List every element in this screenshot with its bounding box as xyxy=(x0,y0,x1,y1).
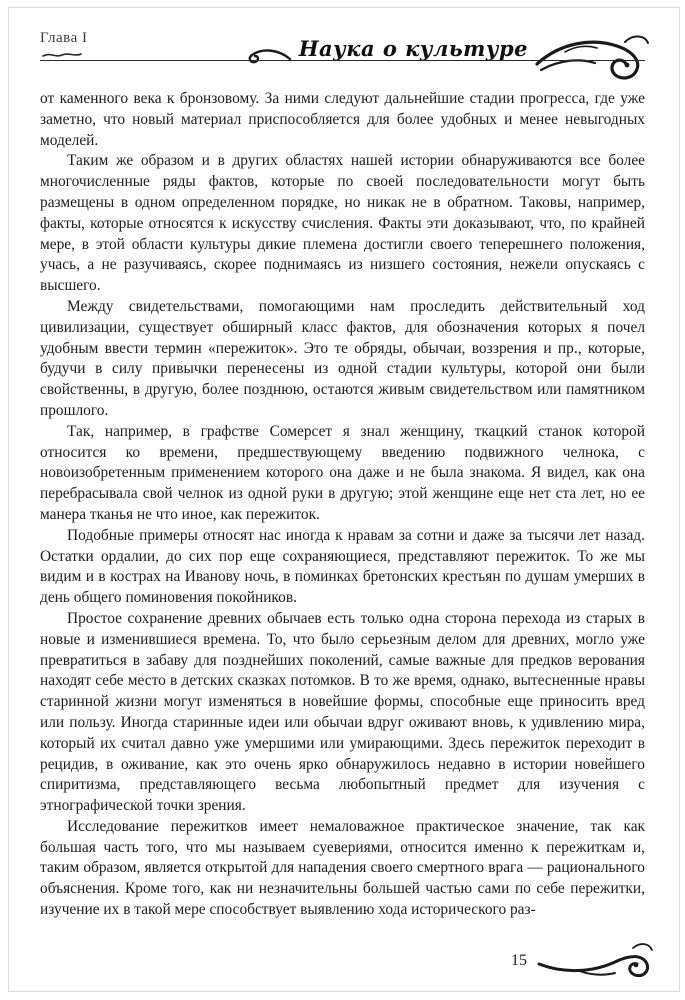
paragraph: Между свидетельствами, помогающими нам проследить действительный ход цивилизации, существует обширный класс фактов, для обозначения которых я почел удобным ввести термин «пережиток». Это те обряды, обычаи, воззрения и пр., которые, будучи в силу привычки перенесены из одной стадии культуры, которой они были свойственны, в другую, более позднюю, остаются живым свидетельством или памятником прошлого. xyxy=(40,297,645,419)
running-title: Наука о культуре xyxy=(298,35,528,61)
page-header xyxy=(40,24,653,76)
paragraph: Простое сохранение древних обычаев есть только одна сторона перехода из старых в новые и изменившиеся времена. То, что было серьезным делом для древних, могло уже превратиться в забаву для позднейших поколений, самые важные для предков верования находят себе место в детских сказках потомков. В то же время, однако, вытесненные нравы старинной жизни могут изменяться в новейшие формы, способные еще приносить вред или пользу. Иногда старинные идеи или обычаи вдруг оживают вновь, к удивлению мира, который их считал давно уже умершими или умирающими. Здесь пережиток переходит в рецидив, в оживание, как это очень ярко обнаружилось недавно в истории новейшего спиритизма, представляющего весьма любопытный предмет для изучения с этнографической точки зрения. xyxy=(40,609,645,815)
paragraph: Исследование пережитков имеет немаловажное практическое значение, так как большая часть того, что мы называем суевериями, относится именно к пережиткам и, таким образом, является открытой для нападения своего смертного врага — рационального объяснения. Кроме того, как ни незначительны большей частью сами по себе пережитки, изучение их в такой мере способствует выявлению хода исторического раз- xyxy=(40,817,645,919)
chapter-label: Глава I xyxy=(40,30,88,46)
body-text xyxy=(40,89,645,921)
header-rule xyxy=(40,60,645,61)
page-footer xyxy=(511,938,655,980)
paragraph: Таким же образом и в других областях нашей истории обнаруживаются все более многочисленные ряды фактов, которые по своей последовательности могут быть размещены в одном определенном порядке, но никак не в обратном. Таковы, например, факты, которые относятся к искусству счисления. Факты эти доказывают, что, по крайней мере, в этой области культуры дикие племена достигли своего теперешнего положения, учась, а не разучиваясь, скорее поднимаясь из низшего состояния, нежели опускаясь с высшего. xyxy=(40,152,645,295)
running-title-group xyxy=(246,24,653,86)
paragraph: Так, например, в графстве Сомерсет я знал женщину, ткацкий станок которой относится ко времени, предшествующему введению подвижного челнока, с новоизобретенным применением которого она даже и не была знакома. Я видел, как она перебрасывала свой челнок из одной руки в другую; этой женщине еще нет ста лет, но ее манера тканья не что иное, как пережиток. xyxy=(40,422,645,523)
paragraph: от каменного века к бронзовому. За ними следуют дальнейшие стадии прогресса, где уже заметно, что новый материал приспособляется для более удобных и менее невыгодных моделей. xyxy=(40,90,645,149)
swash-flourish-icon xyxy=(246,45,292,65)
swirl-flourish-icon xyxy=(537,938,655,980)
squiggle-ornament-icon xyxy=(42,51,82,59)
paragraph: Подобные примеры относят нас иногда к нравам за сотни и даже за тысячи лет назад. Остатки ордалии, до сих пор еще сохраняющиеся, представляют пережиток. То же мы видим и в кострах на Иванову ночь, в поминках бретонских крестьян по душам умерших в день общего поминовения покойников. xyxy=(40,526,645,607)
page-number: 15 xyxy=(511,952,527,969)
swirl-flourish-icon xyxy=(535,30,653,86)
